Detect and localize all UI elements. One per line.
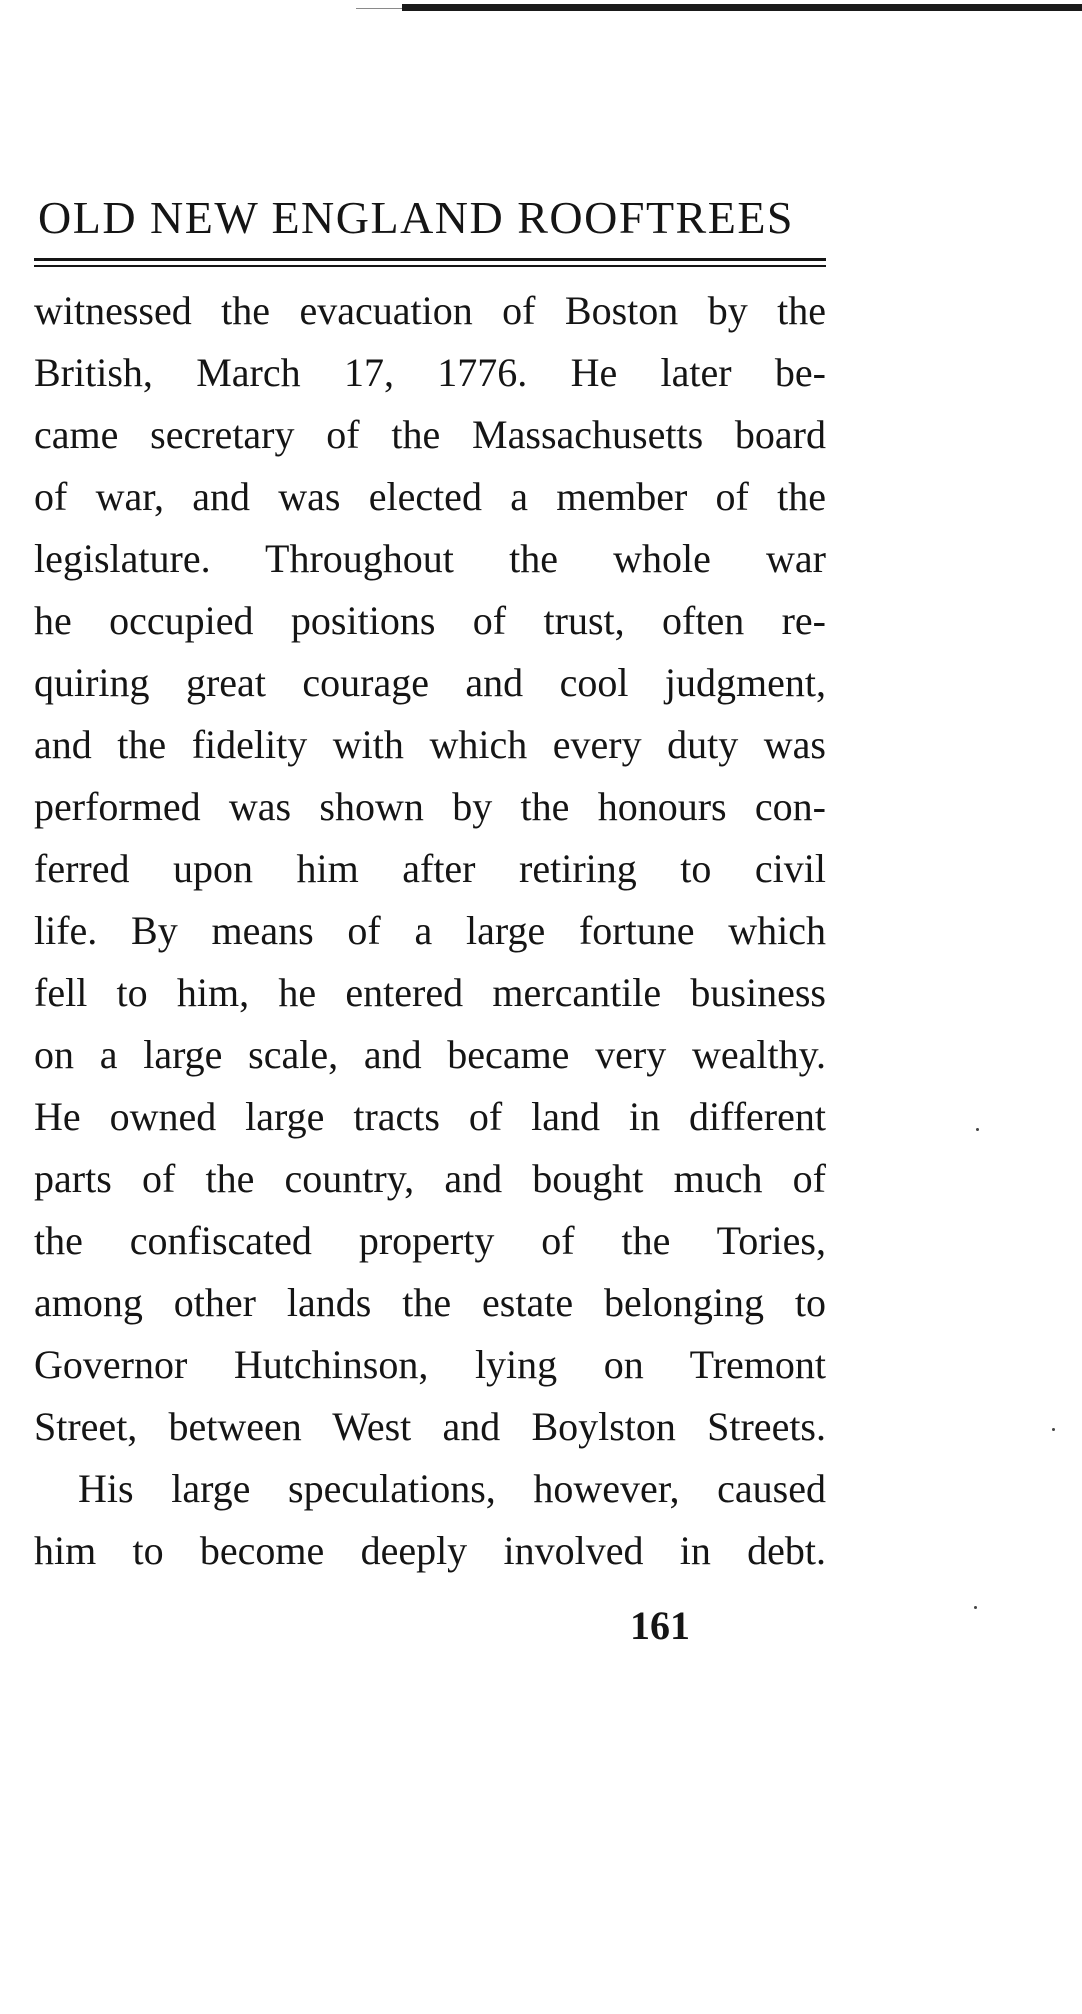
- body-text: [34, 280, 826, 1582]
- paper-speck: [976, 1128, 979, 1131]
- running-head: OLD NEW ENGLAND ROOFTREES: [38, 192, 795, 243]
- top-edge-rule: [402, 4, 1082, 11]
- text-line: and the fidelity with which every duty was: [34, 722, 826, 767]
- text-line: Street, between West and Boylston Streets.: [34, 1404, 826, 1449]
- text-line: on a large scale, and became very wealthy.: [34, 1032, 826, 1077]
- text-line: the confiscated property of the Tories,: [34, 1218, 826, 1263]
- paper-speck: [974, 1606, 977, 1609]
- text-line: legislature. Throughout the whole war: [34, 536, 826, 581]
- text-line: quiring great courage and cool judgment,: [34, 660, 826, 705]
- text-line: parts of the country, and bought much of: [34, 1156, 826, 1201]
- text-line: of war, and was elected a member of the: [34, 474, 826, 519]
- text-line: performed was shown by the honours con-: [34, 784, 826, 829]
- paragraph-first-line: His large speculations, however, caused: [78, 1466, 826, 1511]
- text-line: came secretary of the Massachusetts board: [34, 412, 826, 457]
- text-line: ferred upon him after retiring to civil: [34, 846, 826, 891]
- text-line: Governor Hutchinson, lying on Tremont: [34, 1342, 826, 1387]
- text-line: witnessed the evacuation of Boston by the: [34, 288, 826, 333]
- text-line: fell to him, he entered mercantile business: [34, 970, 826, 1015]
- text-line: British, March 17, 1776. He later be-: [34, 350, 826, 395]
- text-line: life. By means of a large fortune which: [34, 908, 826, 953]
- paper-speck: [1052, 1428, 1055, 1431]
- page-number: 161: [630, 1603, 690, 1648]
- text-line: him to become deeply involved in debt.: [34, 1528, 826, 1573]
- running-head-rule: [34, 258, 826, 267]
- text-line: He owned large tracts of land in different: [34, 1094, 826, 1139]
- text-line: he occupied positions of trust, often re-: [34, 598, 826, 643]
- top-edge-rule-thin: [356, 8, 402, 9]
- text-line: among other lands the estate belonging to: [34, 1280, 826, 1325]
